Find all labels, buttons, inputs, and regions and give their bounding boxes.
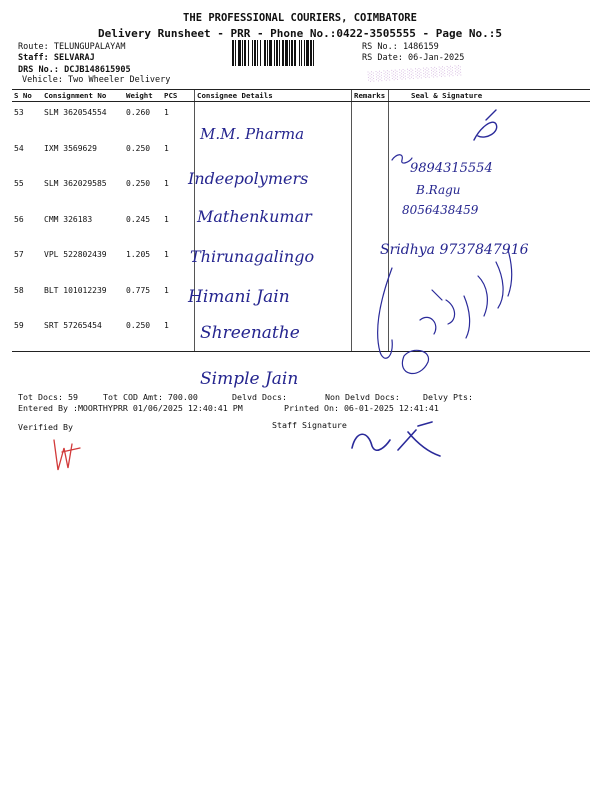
cell-pcs: 1: [164, 108, 169, 117]
cell-weight: 0.245: [126, 214, 151, 224]
rs-number: RS No.: 1486159: [362, 42, 439, 52]
cell-sno: 56: [14, 214, 24, 224]
staff-signature-label: Staff Signature: [272, 420, 347, 430]
col-seal-signature: Seal & Signature: [389, 90, 591, 102]
signature-vertical-strokes: [420, 250, 512, 338]
entered-by: Entered By :MOORTHYPRR 01/06/2025 12:40:41 PM: [18, 403, 243, 413]
cell-consignment: BLT 101012239: [44, 285, 107, 295]
handwritten-consignee-56: Thirunagalingo: [190, 247, 315, 266]
cell-consignment: SRT 57265454: [42, 315, 124, 351]
col-remarks: Remarks: [352, 90, 389, 102]
handwritten-consignee-53: M.M. Pharma: [200, 125, 305, 143]
cell-consignment: SLM 362054554: [44, 108, 107, 117]
signature-55-name: B.Ragu: [416, 183, 461, 197]
runsheet-title: Delivery Runsheet - PRR - Phone No.:0422-3505555 - Page No.:5: [98, 27, 502, 40]
handwritten-consignee-58: Shreenathe: [200, 323, 300, 343]
non-delvd-docs: Non Delvd Docs:: [325, 392, 400, 402]
faded-stamp: ░░░░░░░░░░░░: [367, 66, 464, 83]
cell-weight: 0.250: [124, 315, 162, 351]
company-title: THE PROFESSIONAL COURIERS, COIMBATORE: [183, 12, 417, 24]
cell-pcs: 1: [162, 315, 195, 351]
verified-by-label: Verified By: [18, 422, 73, 432]
staff-label: Staff:: [18, 53, 49, 63]
cell-weight: 0.775: [126, 285, 151, 295]
col-sno: S No: [12, 90, 42, 102]
staff-value: SELVARAJ: [53, 53, 95, 63]
rs-date: RS Date: 06-Jan-2025: [362, 53, 465, 63]
cell-pcs: 1: [164, 143, 169, 153]
signature-57-59-scribble: [378, 268, 429, 373]
cell-pcs: 1: [164, 214, 169, 224]
handwritten-consignee-57: Himani Jain: [188, 287, 290, 307]
drs-label: DRS No.:: [18, 65, 59, 75]
vehicle-label: Vehicle: Two Wheeler Delivery: [22, 75, 171, 85]
drs-value: DCJB148615905: [64, 65, 131, 75]
cell-sno: 58: [14, 285, 24, 295]
cell-sno: 57: [14, 250, 24, 259]
cell-weight: 0.250: [126, 143, 151, 153]
cell-consignment: VPL 522802439: [44, 250, 107, 259]
route-label: Route: TELUNGUPALAYAM: [18, 42, 126, 52]
signature-55-phone: 8056438459: [402, 203, 479, 217]
cell-sno: 59: [12, 315, 42, 351]
signature-56: Sridhya 9737847916: [380, 242, 529, 258]
staff-signature-mark: [352, 422, 440, 456]
cell-sno: 54: [14, 143, 24, 153]
col-consignment: Consignment No: [42, 90, 124, 102]
cell-weight: 1.205: [126, 250, 151, 259]
cell-sno: 53: [14, 108, 24, 117]
cell-pcs: 1: [164, 179, 169, 188]
col-pcs: PCS: [162, 90, 195, 102]
cell-pcs: 1: [164, 285, 169, 295]
printed-on: Printed On: 06-01-2025 12:41:41: [284, 403, 439, 413]
signature-54-phone: 9894315554: [410, 161, 493, 176]
cell-consignment: CMM 326183: [44, 214, 93, 224]
signature-54-initial: [392, 155, 412, 163]
col-consignee: Consignee Details: [195, 90, 352, 102]
handwritten-consignee-54: Indeepolymers: [188, 169, 309, 188]
handwritten-consignee-59: Simple Jain: [200, 369, 299, 389]
col-weight: Weight: [124, 90, 162, 102]
delvd-docs: Delvd Docs:: [232, 392, 287, 402]
cell-weight: 0.250: [126, 179, 151, 188]
cell-consignment: IXM 3569629: [44, 143, 97, 153]
tot-cod-amt: Tot COD Amt: 700.00: [103, 392, 198, 402]
cell-consignment: SLM 362029585: [44, 179, 107, 188]
tot-docs: Tot Docs: 59: [18, 392, 78, 402]
signature-53: [474, 110, 497, 140]
verified-signature-mark: [54, 440, 80, 470]
cell-pcs: 1: [164, 250, 169, 259]
cell-weight: 0.260: [126, 108, 151, 117]
cell-sno: 55: [14, 179, 24, 188]
delvy-pts: Delvy Pts:: [423, 392, 473, 402]
handwritten-consignee-55: Mathenkumar: [197, 207, 312, 226]
